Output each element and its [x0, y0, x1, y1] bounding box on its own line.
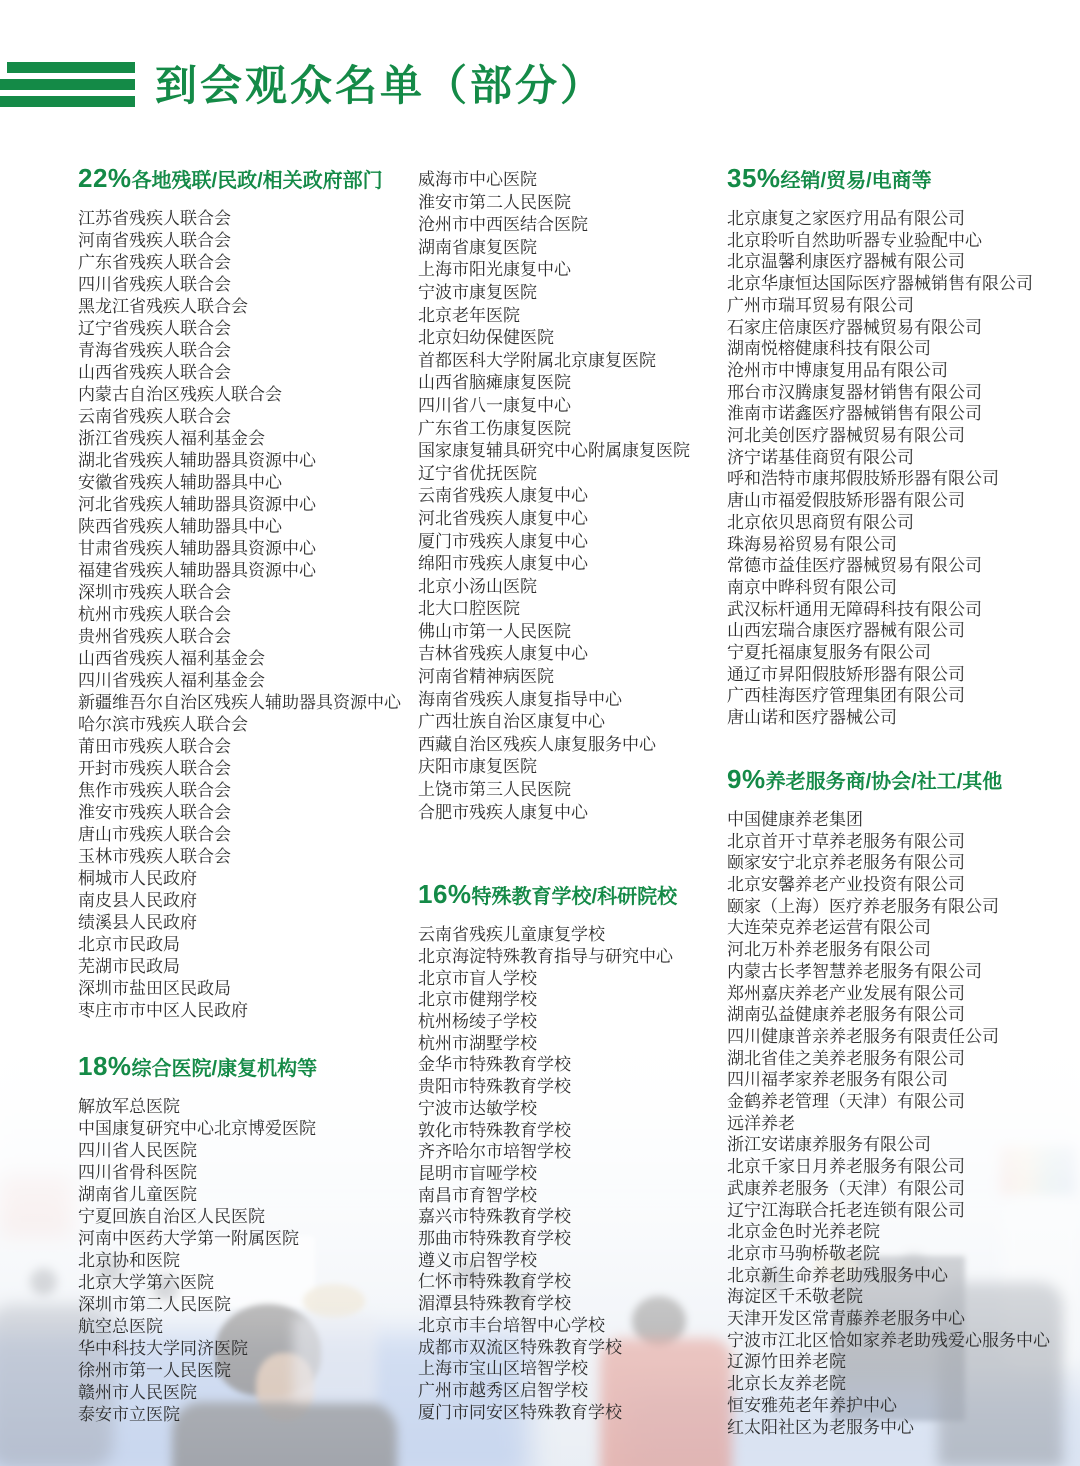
list-item: 湖南省康复医院 — [418, 237, 537, 257]
list-item: 杭州市湖墅学校 — [418, 1033, 537, 1053]
section-schools-title: 特殊教育学校/科研院校 — [471, 886, 678, 909]
section-eldercare-header — [727, 761, 1080, 800]
list-item: 吉林省残疾人康复中心 — [418, 644, 588, 664]
list-item: 遵义市启智学校 — [418, 1250, 537, 1270]
list-item: 北大口腔医院 — [418, 599, 520, 619]
list-item: 上海市阳光康复中心 — [418, 260, 571, 280]
list-item: 北京妇幼保健医院 — [418, 328, 554, 348]
list-item: 上海市宝山区培智学校 — [418, 1359, 588, 1379]
list-item: 淮南市诺鑫医疗器械销售有限公司 — [727, 404, 982, 424]
list-item: 北京小汤山医院 — [418, 576, 537, 596]
list-item: 新疆维吾尔自治区残疾人辅助器具资源中心 — [78, 693, 401, 712]
section-distributors-percent: 35% — [727, 163, 781, 193]
list-item: 泰安市立医院 — [78, 1405, 180, 1424]
list-item: 北京温馨利康医疗器械有限公司 — [727, 252, 965, 272]
list-item: 芜湖市民政局 — [78, 957, 180, 976]
list-item: 宁夏托福康复服务有限公司 — [727, 643, 931, 663]
list-item: 四川省人民医院 — [78, 1141, 197, 1160]
list-item: 辽源竹田养老院 — [727, 1352, 846, 1372]
column-middle — [418, 169, 730, 1423]
list-item: 河南省精神病医院 — [418, 667, 554, 687]
list-item: 北京市马驹桥敬老院 — [727, 1243, 880, 1263]
list-item: 江苏省残疾人联合会 — [78, 209, 231, 228]
section-distributors-header — [727, 160, 1080, 199]
list-item: 广东省残疾人联合会 — [78, 253, 231, 272]
list-item: 福建省残疾人辅助器具资源中心 — [78, 561, 316, 580]
list-item: 哈尔滨市残疾人联合会 — [78, 715, 248, 734]
section-schools-percent: 16% — [418, 879, 472, 910]
eldercare-list — [727, 809, 1080, 1438]
list-item: 杭州市残疾人联合会 — [78, 605, 231, 624]
list-item: 沧州市中西医结合医院 — [418, 215, 588, 235]
list-item: 恒安雅苑老年养护中心 — [727, 1395, 897, 1415]
list-item: 宁波市达敏学校 — [418, 1098, 537, 1118]
list-item: 沧州市中博康复用品有限公司 — [727, 360, 948, 380]
section-schools-header — [418, 876, 730, 915]
list-item: 庆阳市康复医院 — [418, 757, 537, 777]
list-item: 绵阳市残疾人康复中心 — [418, 554, 588, 574]
list-item: 四川省骨科医院 — [78, 1163, 197, 1182]
list-item: 湖北省佳之美养老服务有限公司 — [727, 1048, 965, 1068]
list-item: 武康养老服务（天津）有限公司 — [727, 1178, 965, 1198]
list-item: 湖南弘益健康养老服务有限公司 — [727, 1005, 965, 1025]
list-item: 云南省残疾人联合会 — [78, 407, 231, 426]
list-item: 广东省工伤康复医院 — [418, 418, 571, 438]
list-item: 海淀区千禾敬老院 — [727, 1287, 863, 1307]
list-item: 北京市健翔学校 — [418, 990, 537, 1010]
list-item: 北京大学第六医院 — [78, 1273, 214, 1292]
list-item: 河北万朴养老服务有限公司 — [727, 940, 931, 960]
list-item: 宁波市江北区恰如家养老助残爱心服务中心 — [727, 1330, 1050, 1350]
section-government — [78, 160, 418, 1022]
section-eldercare-title: 养老服务商/协会/社工/其他 — [765, 770, 1003, 793]
section-eldercare-percent: 9% — [727, 763, 766, 794]
list-item: 开封市残疾人联合会 — [78, 759, 231, 778]
list-item: 北京金色时光养老院 — [727, 1222, 880, 1242]
hospitals-list-part1 — [78, 1096, 418, 1426]
list-item: 唐山市福爱假肢矫形器有限公司 — [727, 491, 965, 511]
section-government-percent: 22% — [78, 163, 132, 193]
section-schools — [418, 876, 730, 1423]
section-hospitals-percent: 18% — [78, 1051, 132, 1081]
list-item: 杭州杨绫子学校 — [418, 1012, 537, 1032]
list-item: 常德市益佳医疗器械贸易有限公司 — [727, 556, 982, 576]
list-item: 徐州市第一人民医院 — [78, 1361, 231, 1380]
list-item: 宁夏回族自治区人民医院 — [78, 1207, 265, 1226]
list-item: 河南省残疾人联合会 — [78, 231, 231, 250]
list-item: 金鹤养老管理（天津）有限公司 — [727, 1092, 965, 1112]
list-item: 绩溪县人民政府 — [78, 913, 197, 932]
list-item: 北京协和医院 — [78, 1251, 180, 1270]
list-item: 河北美创医疗器械贸易有限公司 — [727, 426, 965, 446]
list-item: 内蒙古长孝智慧养老服务有限公司 — [727, 961, 982, 981]
list-item: 山西省残疾人福利基金会 — [78, 649, 265, 668]
list-item: 颐家（上海）医疗养老服务有限公司 — [727, 896, 999, 916]
list-item: 中国健康养老集团 — [727, 809, 863, 829]
list-item: 桐城市人民政府 — [78, 869, 197, 888]
list-item: 厦门市同安区特殊教育学校 — [418, 1402, 622, 1422]
list-item: 华中科技大学同济医院 — [78, 1339, 248, 1358]
section-government-title: 各地残联/民政/相关政府部门 — [131, 170, 383, 192]
list-item: 广州市瑞耳贸易有限公司 — [727, 295, 914, 315]
list-item: 黑龙江省残疾人联合会 — [78, 297, 248, 316]
list-item: 北京华康恒达国际医疗器械销售有限公司 — [727, 274, 1033, 294]
list-item: 那曲市特殊教育学校 — [418, 1229, 571, 1249]
list-item: 南昌市育智学校 — [418, 1185, 537, 1205]
list-item: 中国康复研究中心北京博爱医院 — [78, 1119, 316, 1138]
list-item: 浙江安诺康养服务有限公司 — [727, 1135, 931, 1155]
list-item: 枣庄市市中区人民政府 — [78, 1001, 248, 1020]
schools-list — [418, 924, 730, 1423]
list-item: 湖南悦榕健康科技有限公司 — [727, 339, 931, 359]
list-item: 四川健康普亲养老服务有限责任公司 — [727, 1026, 999, 1046]
list-item: 贵州省残疾人联合会 — [78, 627, 231, 646]
list-item: 北京海淀特殊教育指导与研究中心 — [418, 946, 673, 966]
list-item: 湄潭县特殊教育学校 — [418, 1294, 571, 1314]
list-item: 海南省残疾人康复指导中心 — [418, 689, 622, 709]
list-item: 武汉标杆通用无障碍科技有限公司 — [727, 599, 982, 619]
list-item: 四川省残疾人联合会 — [78, 275, 231, 294]
section-government-header — [78, 160, 418, 199]
list-item: 远洋养老 — [727, 1113, 795, 1133]
list-item: 淮安市第二人民医院 — [418, 192, 571, 212]
list-item: 莆田市残疾人联合会 — [78, 737, 231, 756]
list-item: 金华市特殊教育学校 — [418, 1055, 571, 1075]
list-item: 赣州市人民医院 — [78, 1383, 197, 1402]
list-item: 四川福孝家养老服务有限公司 — [727, 1070, 948, 1090]
page-title: 到会观众名单（部分） — [155, 62, 606, 109]
list-item: 邢台市汉腾康复器材销售有限公司 — [727, 382, 982, 402]
list-item: 四川省八一康复中心 — [418, 395, 571, 415]
list-item: 河南中医药大学第一附属医院 — [78, 1229, 299, 1248]
column-right — [727, 160, 1080, 1438]
list-item: 珠海易裕贸易有限公司 — [727, 534, 897, 554]
list-item: 辽宁省残疾人联合会 — [78, 319, 231, 338]
list-item: 安徽省残疾人辅助器具中心 — [78, 473, 282, 492]
list-item: 呼和浩特市康邦假肢矫形器有限公司 — [727, 469, 999, 489]
list-item: 北京千家日月养老服务有限公司 — [727, 1157, 965, 1177]
list-item: 敦化市特殊教育学校 — [418, 1120, 571, 1140]
list-item: 山西省残疾人联合会 — [78, 363, 231, 382]
list-item: 宁波市康复医院 — [418, 282, 537, 302]
list-item: 西藏自治区残疾人康复服务中心 — [418, 734, 656, 754]
list-item: 青海省残疾人联合会 — [78, 341, 231, 360]
list-item: 威海市中心医院 — [418, 170, 537, 189]
list-item: 内蒙古自治区残疾人联合会 — [78, 385, 282, 404]
list-item: 北京长友养老院 — [727, 1374, 846, 1394]
list-item: 大连荣克养老运营有限公司 — [727, 918, 931, 938]
list-item: 河北省残疾人康复中心 — [418, 508, 588, 528]
list-item: 广州市越秀区启智学校 — [418, 1380, 588, 1400]
list-item: 南皮县人民政府 — [78, 891, 197, 910]
list-item: 北京安馨养老产业投资有限公司 — [727, 874, 965, 894]
list-item: 湖北省残疾人辅助器具资源中心 — [78, 451, 316, 470]
section-hospitals — [78, 1048, 418, 1426]
list-item: 广西桂海医疗管理集团有限公司 — [727, 686, 965, 706]
list-item: 陕西省残疾人辅助器具中心 — [78, 517, 282, 536]
hospitals-list-part2 — [418, 169, 730, 824]
column-left — [78, 160, 418, 1426]
list-item: 佛山市第一人民医院 — [418, 621, 571, 641]
list-item: 辽宁江海联合托老连锁有限公司 — [727, 1200, 965, 1220]
list-item: 齐齐哈尔市培智学校 — [418, 1142, 571, 1162]
list-item: 厦门市残疾人康复中心 — [418, 531, 588, 551]
distributors-list — [727, 208, 1080, 729]
list-item: 贵阳市特殊教育学校 — [418, 1077, 571, 1097]
list-item: 仁怀市特殊教育学校 — [418, 1272, 571, 1292]
list-item: 深圳市第二人民医院 — [78, 1295, 231, 1314]
list-item: 郑州嘉庆养老产业发展有限公司 — [727, 983, 965, 1003]
list-item: 国家康复辅具研究中心附属康复医院 — [418, 441, 690, 461]
list-item: 浙江省残疾人福利基金会 — [78, 429, 265, 448]
government-list — [78, 208, 418, 1022]
list-item: 嘉兴市特殊教育学校 — [418, 1207, 571, 1227]
list-item: 昆明市盲哑学校 — [418, 1163, 537, 1183]
list-item: 甘肃省残疾人辅助器具资源中心 — [78, 539, 316, 558]
list-item: 成都市双流区特殊教育学校 — [418, 1337, 622, 1357]
list-item: 广西壮族自治区康复中心 — [418, 712, 605, 732]
list-item: 上饶市第三人民医院 — [418, 780, 571, 800]
list-item: 天津开发区常青藤养老服务中心 — [727, 1309, 965, 1329]
list-item: 北京聆听自然助听器专业验配中心 — [727, 230, 982, 250]
list-item: 云南省残疾儿童康复学校 — [418, 925, 605, 945]
list-item: 辽宁省优抚医院 — [418, 463, 537, 483]
section-hospitals-title: 综合医院/康复机构等 — [131, 1058, 318, 1080]
list-item: 通辽市昇阳假肢矫形器有限公司 — [727, 664, 965, 684]
list-item: 红太阳社区为老服务中心 — [727, 1417, 914, 1437]
list-item: 北京市丰台培智中心学校 — [418, 1315, 605, 1335]
list-item: 北京依贝思商贸有限公司 — [727, 512, 914, 532]
list-item: 山西宏瑞合康医疗器械有限公司 — [727, 621, 965, 641]
list-item: 河北省残疾人辅助器具资源中心 — [78, 495, 316, 514]
list-item: 北京首开寸草养老服务有限公司 — [727, 831, 965, 851]
list-item: 航空总医院 — [78, 1317, 163, 1336]
list-item: 深圳市盐田区民政局 — [78, 979, 231, 998]
section-eldercare — [727, 761, 1080, 1438]
section-distributors-title: 经销/贸易/电商等 — [780, 170, 932, 192]
list-item: 合肥市残疾人康复中心 — [418, 802, 588, 822]
list-item: 石家庄倍康医疗器械贸易有限公司 — [727, 317, 982, 337]
list-item: 颐家安宁北京养老服务有限公司 — [727, 853, 965, 873]
list-item: 北京市民政局 — [78, 935, 180, 954]
list-item: 北京康复之家医疗用品有限公司 — [727, 209, 965, 228]
list-item: 玉林市残疾人联合会 — [78, 847, 231, 866]
list-item: 南京中晔科贸有限公司 — [727, 577, 897, 597]
list-item: 山西省脑瘫康复医院 — [418, 373, 571, 393]
list-item: 北京老年医院 — [418, 305, 520, 325]
section-hospitals-header — [78, 1048, 418, 1087]
list-item: 济宁诺基佳商贸有限公司 — [727, 447, 914, 467]
list-item: 深圳市残疾人联合会 — [78, 583, 231, 602]
section-distributors — [727, 160, 1080, 729]
list-item: 湖南省儿童医院 — [78, 1185, 197, 1204]
list-item: 唐山诺和医疗器械公司 — [727, 708, 897, 728]
list-item: 北京市盲人学校 — [418, 968, 537, 988]
triple-bars-icon — [0, 62, 135, 110]
list-item: 四川省残疾人福利基金会 — [78, 671, 265, 690]
list-item: 首都医科大学附属北京康复医院 — [418, 350, 656, 370]
list-item: 淮安市残疾人联合会 — [78, 803, 231, 822]
list-item: 解放军总医院 — [78, 1097, 180, 1116]
list-item: 焦作市残疾人联合会 — [78, 781, 231, 800]
list-item: 唐山市残疾人联合会 — [78, 825, 231, 844]
list-item: 云南省残疾人康复中心 — [418, 486, 588, 506]
list-item: 北京新生命养老助残服务中心 — [727, 1265, 948, 1285]
